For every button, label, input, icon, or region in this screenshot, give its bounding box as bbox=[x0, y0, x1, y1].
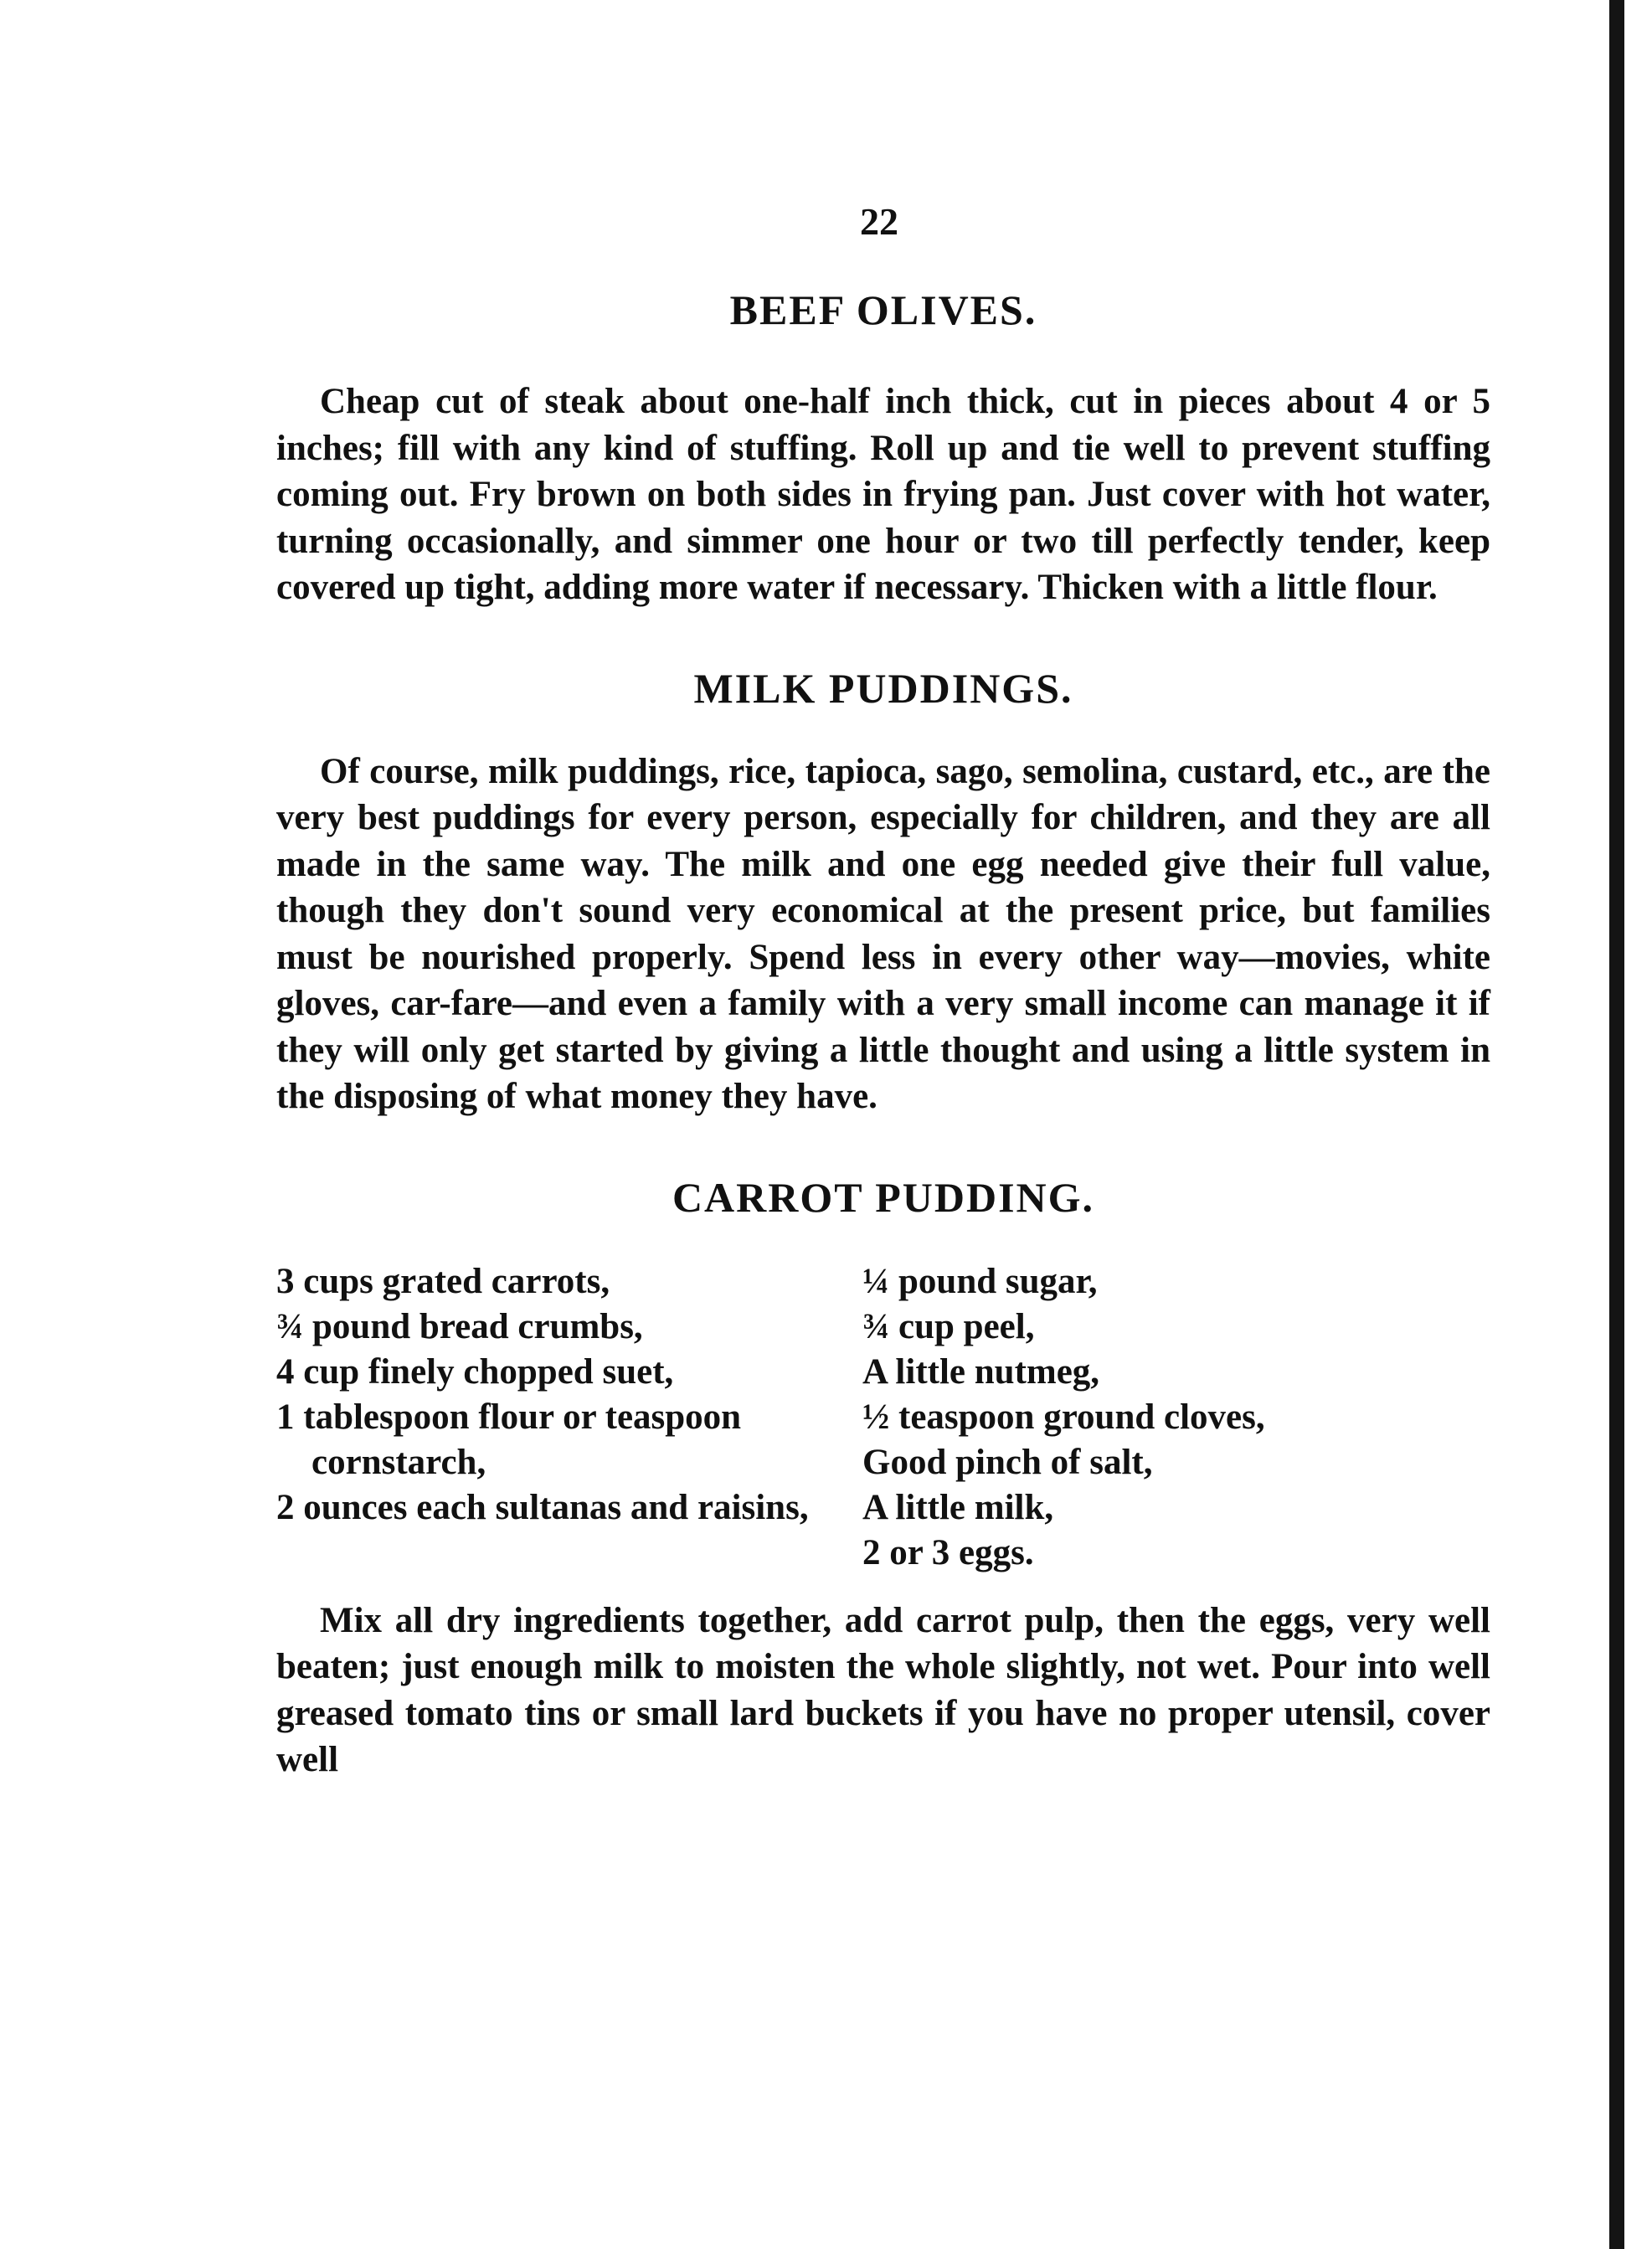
ingredient-item: A little milk, bbox=[862, 1487, 1054, 1527]
ingredient-item: ¾ pound bread crumbs, bbox=[276, 1306, 643, 1346]
milk-puddings-body: Of course, milk puddings, rice, tapioca, sago, semolina, custard, etc., are the very best puddings for every person, especially for children, and they are all made in the same way. The milk and one egg needed give their full value, though they don't sound very economical at the present price, but families must be nourished properly. Spend less in every other way—movies, white gloves, car-fare—and even a family with a very small income can manage it if they will only get started by giving a little thought and using a little system in the disposing of what money they have. bbox=[276, 751, 1490, 1116]
ingredient-item: ½ teaspoon ground cloves, bbox=[862, 1397, 1265, 1437]
ingredient-item: ¼ pound sugar, bbox=[862, 1261, 1098, 1301]
beef-olives-body: Cheap cut of steak about one-half inch thick, cut in pieces about 4 or 5 inches; fill with any kind of stuffing. Roll up and tie well to prevent stuffing coming out. Fry brown on both sides in frying pan. Just cover with hot water, turning occasionally, and simmer one hour or two till perfectly tender, keep covered up tight, adding more water if necessary. Thicken with a little flour. bbox=[276, 382, 1490, 607]
ingredient-item: 1 tablespoon flour or teaspoon cornstarch, bbox=[276, 1397, 742, 1482]
ingredient-item: Good pinch of salt, bbox=[862, 1442, 1153, 1482]
milk-puddings-title: MILK PUDDINGS. bbox=[693, 664, 1073, 712]
carrot-pudding-title: CARROT PUDDING. bbox=[672, 1173, 1095, 1221]
carrot-pudding-method: Mix all dry ingredients together, add carrot pulp, then the eggs, very well beaten; just enough milk to moisten the whole slightly, not wet. Pour into well greased tomato tins or small lard buckets if you have no proper utensil, cover well bbox=[276, 1600, 1490, 1779]
ingredient-item: 2 ounces each sultanas and raisins, bbox=[276, 1487, 809, 1527]
ingredient-item: 3 cups grated carrots, bbox=[276, 1261, 610, 1301]
carrot-pudding-ingredients bbox=[276, 1259, 1490, 1576]
ingredient-item: 4 cup finely chopped suet, bbox=[276, 1351, 674, 1392]
ingredient-item: 2 or 3 eggs. bbox=[862, 1532, 1034, 1572]
page-edge-rule bbox=[1609, 0, 1624, 2249]
ingredients-left-column bbox=[276, 1259, 862, 1576]
page-number: 22 bbox=[860, 200, 898, 243]
beef-olives-title: BEEF OLIVES. bbox=[729, 286, 1037, 333]
ingredient-item: ¾ cup peel, bbox=[862, 1306, 1035, 1346]
ingredients-right-column bbox=[862, 1259, 1490, 1576]
ingredient-item: A little nutmeg, bbox=[862, 1351, 1100, 1392]
page-content bbox=[276, 285, 1490, 1783]
